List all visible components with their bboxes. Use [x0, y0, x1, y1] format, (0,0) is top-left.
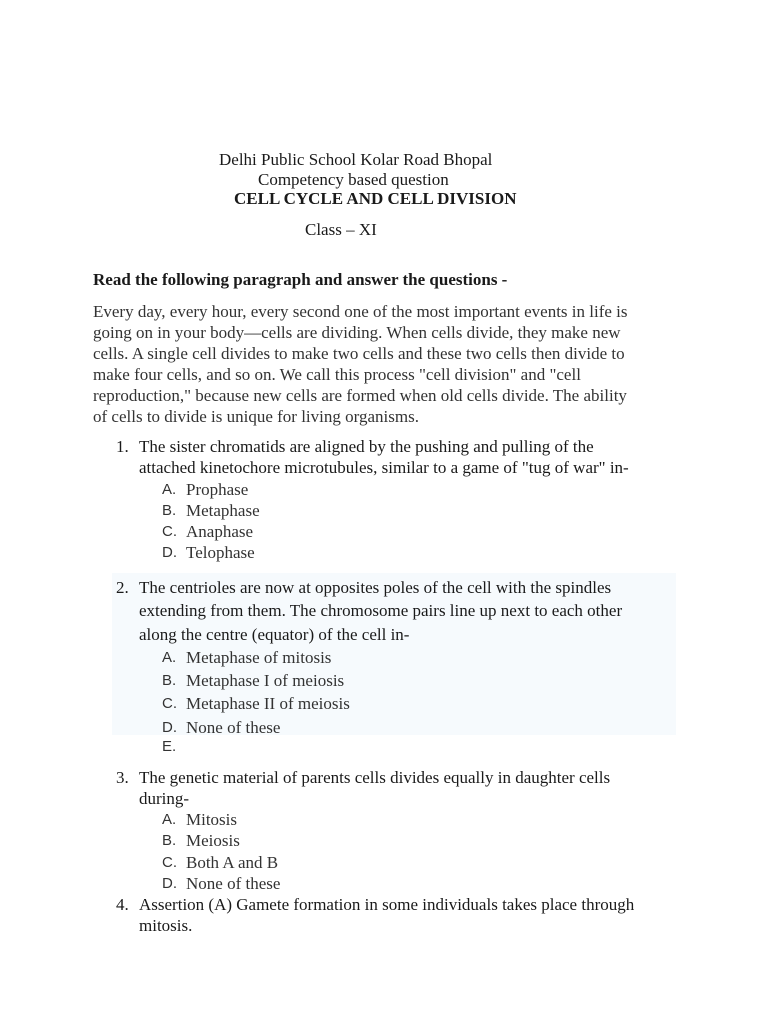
question-number: 3.: [116, 768, 129, 787]
school-name: Delhi Public School Kolar Road Bhopal: [219, 150, 493, 169]
option-letter: C.: [162, 854, 177, 871]
option-text: None of these: [186, 718, 281, 737]
option-text: Anaphase: [186, 522, 254, 541]
option-text: Mitosis: [186, 810, 238, 829]
document-subtitle: Competency based question: [258, 170, 449, 189]
question-number: 1.: [116, 437, 129, 456]
option-letter: D.: [162, 719, 177, 736]
option-letter: D.: [162, 544, 177, 561]
passage-paragraph: [93, 301, 673, 427]
option-letter: A.: [162, 649, 177, 666]
question-text-line: during-: [139, 789, 190, 808]
question-number: 4.: [116, 895, 129, 914]
paragraph-line: reproduction," because new cells are formed when old cells divide. The ability: [93, 386, 627, 405]
paragraph-line: cells. A single cell divides to make two cells and these two cells then divide to: [93, 344, 625, 363]
option-letter: A.: [162, 481, 177, 498]
question-text-line: attached kinetochore microtubules, similar to a game of "tug of war" in-: [139, 458, 629, 477]
class-label: Class – XI: [305, 220, 377, 239]
paragraph-line: Every day, every hour, every second one of the most important events in life is: [93, 302, 628, 321]
question-text-line: Assertion (A) Gamete formation in some individuals takes place through: [139, 895, 635, 914]
paragraph-line: going on in your body—cells are dividing. When cells divide, they make new: [93, 323, 621, 342]
question-text-line: extending from them. The chromosome pairs line up next to each other: [139, 601, 623, 620]
option-text: Metaphase: [186, 501, 260, 520]
option-letter: D.: [162, 875, 177, 892]
option-letter: C.: [162, 523, 177, 540]
option-text: Meiosis: [186, 831, 240, 850]
option-text: Metaphase II of meiosis: [186, 694, 350, 713]
question-text-line: The sister chromatids are aligned by the pushing and pulling of the: [139, 437, 594, 456]
option-letter: A.: [162, 811, 177, 828]
question-number: 2.: [116, 578, 129, 597]
instruction-heading: Read the following paragraph and answer the questions -: [93, 270, 508, 289]
option-letter: B.: [162, 502, 177, 519]
question-text-line: along the centre (equator) of the cell in-: [139, 625, 410, 644]
option-text: Metaphase I of meiosis: [186, 671, 345, 690]
document-title: CELL CYCLE AND CELL DIVISION: [234, 189, 517, 208]
paragraph-line: make four cells, and so on. We call this process "cell division" and "cell: [93, 365, 581, 384]
option-text: Metaphase of mitosis: [186, 648, 332, 667]
paragraph-line: of cells to divide is unique for living organisms.: [93, 407, 419, 426]
option-letter: B.: [162, 672, 177, 689]
question-text-line: The centrioles are now at opposites poles of the cell with the spindles: [139, 578, 612, 597]
option-text: Both A and B: [186, 853, 279, 872]
option-letter: E.: [162, 738, 177, 755]
question-text-line: The genetic material of parents cells divides equally in daughter cells: [139, 768, 611, 787]
question-text-line: mitosis.: [139, 916, 193, 935]
option-letter: C.: [162, 695, 177, 712]
option-text: Prophase: [186, 480, 249, 499]
option-text: Telophase: [186, 543, 255, 562]
option-text: None of these: [186, 874, 281, 893]
option-letter: B.: [162, 832, 177, 849]
